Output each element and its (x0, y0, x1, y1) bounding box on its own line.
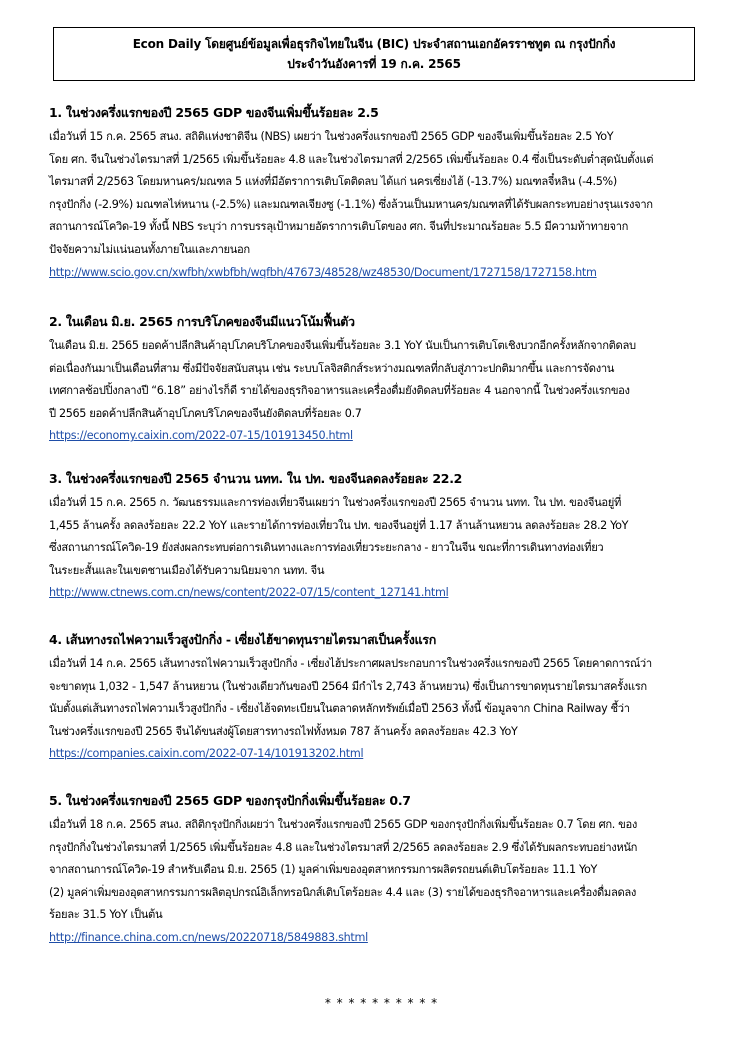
section-line: กรุงปักกิ่ง (-2.9%) มณฑลไห่หนาน (-2.5%) และมณฑลเจียงซู (-1.1%) ซึ่งล้วนเป็นมหานคร/มณฑลที่ได้รับผลกระทบอย่างรุนแรงจาก (49, 197, 653, 211)
source-link[interactable]: http://www.ctnews.com.cn/news/content/2022-07/15/content_127141.html (49, 586, 449, 600)
section-line: เทศกาลช้อปปิ้งกลางปี “6.18” อย่างไรก็ดี รายได้ของธุรกิจอาหารและเครื่องดื่มยังติดลบที่ร้อยละ 4 นอกจากนี้ ในช่วงครึ่งแรกของ (49, 384, 630, 398)
section-line: ซึ่งสถานการณ์โควิด-19 ยังส่งผลกระทบต่อการเดินทางและการท่องเที่ยวระยะกลาง - ยาวในจีน ขณะที่การเดินทางท่องเที่ยว (49, 541, 604, 555)
header-date: ประจำวันอังคารที่ 19 ก.ค. 2565 (287, 57, 461, 71)
section-title: 2. ในเดือน มิ.ย. 2565 การบริโภคของจีนมีแนวโน้มฟื้นตัว (49, 314, 355, 329)
section-line: กรุงปักกิ่งในช่วงไตรมาสที่ 1/2565 เพิ่มขึ้นร้อยละ 4.8 และในช่วงไตรมาสที่ 2/2565 ลดลงร้อยละ 2.9 ซึ่งได้รับผลกระทบอย่างหนัก (49, 840, 638, 854)
news-section-4 (49, 631, 709, 766)
section-body (49, 126, 709, 262)
news-section-1 (49, 104, 709, 284)
header-box (53, 27, 695, 81)
source-link[interactable]: https://economy.caixin.com/2022-07-15/101913450.html (49, 429, 353, 443)
section-line: สถานการณ์โควิด-19 ทั้งนี้ NBS ระบุว่า การบรรลุเป้าหมายอัตราการเติบโตของ ศก. จีนที่ประมาณร้อยละ 5.5 มีความท้าทายจาก (49, 220, 629, 234)
section-title: 5. ในช่วงครึ่งแรกของปี 2565 GDP ของกรุงปักกิ่งเพิ่มขึ้นร้อยละ 0.7 (49, 793, 411, 808)
section-body (49, 653, 709, 743)
section-line: ต่อเนื่องกันมาเป็นเดือนที่สาม ซึ่งมีปัจจัยสนับสนุน เช่น ระบบโลจิสติกส์ระหว่างมณฑลที่กลับสู่ภาวะปกติมากขึ้น และการจัดงาน (49, 361, 615, 375)
news-section-2 (49, 313, 709, 448)
source-link[interactable]: http://finance.china.com.cn/news/20220718/5849883.shtml (49, 930, 368, 944)
section-title: 1. ในช่วงครึ่งแรกของปี 2565 GDP ของจีนเพิ่มขึ้นร้อยละ 2.5 (49, 105, 379, 120)
section-line: (2) มูลค่าเพิ่มของอุตสาหกรรมการผลิตอุปกรณ์อิเล็กทรอนิกส์เติบโตร้อยละ 4.4 และ (3) รายได้ของธุรกิจอาหารและเครื่องดื่มลดลง (49, 885, 636, 899)
section-line: ร้อยละ 31.5 YoY เป็นต้น (49, 908, 163, 922)
source-link[interactable]: https://companies.caixin.com/2022-07-14/101913202.html (49, 747, 364, 761)
section-line: เมื่อวันที่ 15 ก.ค. 2565 สนง. สถิติแห่งชาติจีน (NBS) เผยว่า ในช่วงครึ่งแรกของปี 2565 GDP ของจีนเพิ่มขึ้นร้อยละ 2.5 YoY (49, 130, 614, 143)
section-line: ปัจจัยความไม่แน่นอนทั้งภายในและภายนอก (49, 242, 250, 256)
section-line: ปี 2565 ยอดค้าปลีกสินค้าอุปโภคบริโภคของจีนยังติดลบที่ร้อยละ 0.7 (49, 406, 362, 420)
news-section-3 (49, 470, 709, 605)
section-title: 3. ในช่วงครึ่งแรกของปี 2565 จำนวน นทท. ใน ปท. ของจีนลดลงร้อยละ 22.2 (49, 471, 463, 486)
section-line: ในเดือน มิ.ย. 2565 ยอดค้าปลีกสินค้าอุปโภคบริโภคของจีนเพิ่มขึ้นร้อยละ 3.1 YoY นับเป็นการเติบโตเชิงบวกอีกครั้งหลักจากติดลบ (49, 339, 636, 352)
section-line: ในช่วงครึ่งแรกของปี 2565 จีนได้ขนส่งผู้โดยสารทางรถไฟทั้งหมด 787 ล้านครั้ง ลดลงร้อยละ 42.3 YoY (49, 724, 518, 738)
section-line: จะขาดทุน 1,032 - 1,547 ล้านหยวน (ในช่วงเดียวกันของปี 2564 มีกำไร 2,743 ล้านหยวน) ซึ่งเป็นการขาดทุนรายไตรมาสครั้งแรก (49, 679, 647, 693)
header-title: Econ Daily โดยศูนย์ข้อมูลเพื่อธุรกิจไทยในจีน (BIC) ประจำสถานเอกอัครราชทูต ณ กรุงปักกิ่ง (132, 37, 616, 51)
source-link[interactable]: http://www.scio.gov.cn/xwfbh/xwbfbh/wqfbh/47673/48528/wz48530/Document/1727158/1727158.htm (49, 265, 597, 279)
section-title: 4. เส้นทางรถไฟความเร็วสูงปักกิ่ง - เซี่ยงไฮ้ขาดทุนรายไตรมาสเป็นครั้งแรก (49, 632, 436, 647)
section-body (49, 492, 709, 582)
section-line: เมื่อวันที่ 18 ก.ค. 2565 สนง. สถิติกรุงปักกิ่งเผยว่า ในช่วงครึ่งแรกของปี 2565 GDP ของกรุงปักกิ่งเพิ่มขึ้นร้อยละ 0.7 โดย ศก. ของ (49, 818, 637, 831)
section-body (49, 814, 709, 927)
section-line: ในระยะสั้นและในเขตชานเมืองได้รับความนิยมจาก นทท. จีน (49, 563, 325, 577)
section-line: 1,455 ล้านครั้ง ลดลงร้อยละ 22.2 YoY และรายได้การท่องเที่ยวใน ปท. ของจีนอยู่ที่ 1.17 ล้านล้านหยวน ลดลงร้อยละ 28.2 YoY (49, 518, 629, 532)
footer-separator: * * * * * * * * * * (324, 996, 439, 1010)
section-line: เมื่อวันที่ 14 ก.ค. 2565 เส้นทางรถไฟความเร็วสูงปักกิ่ง - เซี่ยงไฮ้ประกาศผลประกอบการในช่วงครึ่งแรกของปี 2565 โดยคาดการณ์ว่า (49, 657, 652, 670)
news-section-5 (49, 792, 709, 950)
section-line: ไตรมาสที่ 2/2563 โดยมหานคร/มณฑล 5 แห่งที่มีอัตราการเติบโตติดลบ ได้แก่ นครเซี่ยงไฮ้ (-13.7%) มณฑลจี๋หลิน (-4.5%) (49, 175, 617, 189)
section-line: จากสถานการณ์โควิด-19 สำหรับเดือน มิ.ย. 2565 (1) มูลค่าเพิ่มของอุตสาหกรรมการผลิตรถยนต์เติบโตร้อยละ 11.1 YoY (49, 863, 597, 877)
section-line: โดย ศก. จีนในช่วงไตรมาสที่ 1/2565 เพิ่มขึ้นร้อยละ 4.8 และในช่วงไตรมาสที่ 2/2565 เพิ่มขึ้นร้อยละ 0.4 ซึ่งเป็นระดับต่ำสุดนับตั้งแต่ (49, 152, 654, 166)
section-line: นับตั้งแต่เส้นทางรถไฟความเร็วสูงปักกิ่ง - เซี่ยงไฮ้จดทะเบียนในตลาดหลักทรัพย์เมื่อปี 2563 ทั้งนี้ ข้อมูลจาก China Railway ชี้ว่า (49, 702, 630, 716)
section-line: เมื่อวันที่ 15 ก.ค. 2565 ก. วัฒนธรรมและการท่องเที่ยวจีนเผยว่า ในช่วงครึ่งแรกของปี 2565 จำนวน นทท. ใน ปท. ของจีนอยู่ที่ (49, 496, 622, 509)
section-body (49, 335, 709, 425)
